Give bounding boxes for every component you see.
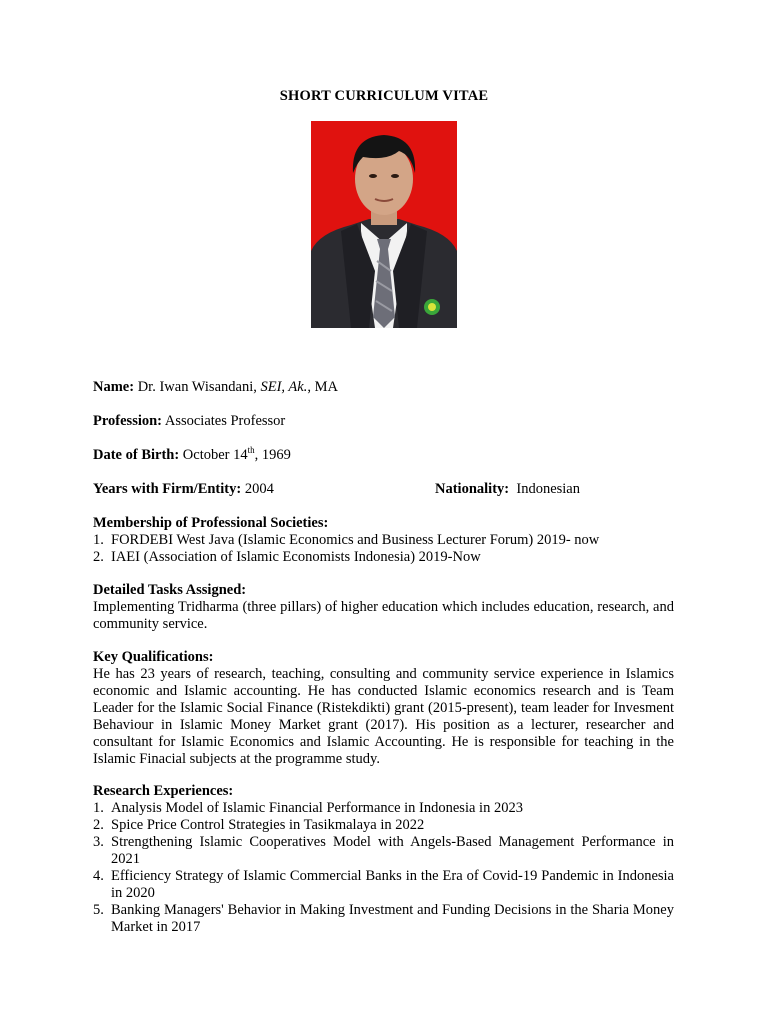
profession-value: Associates Professor: [164, 413, 286, 429]
nationality-label: Nationality:: [435, 481, 510, 497]
list-number: 5.: [93, 902, 104, 918]
list-number: 4.: [93, 868, 104, 884]
list-number: 2.: [93, 549, 104, 565]
list-item: [93, 868, 674, 902]
tasks-text: Implementing Tridharma (three pillars) of higher education which includes education, research, and community service.: [93, 599, 674, 632]
research-list: [93, 800, 674, 936]
membership-list: [93, 532, 674, 566]
list-item-text: FORDEBI West Java (Islamic Economics and Business Lecturer Forum) 2019- now: [111, 532, 600, 548]
nationality-value: Indonesian: [516, 481, 580, 497]
research-heading: Research Experiences:: [93, 783, 234, 799]
name-label: Name:: [93, 379, 135, 395]
list-number: 2.: [93, 817, 104, 833]
list-number: 1.: [93, 800, 104, 816]
list-item-text: Banking Managers' Behavior in Making Investment and Funding Decisions in the Sharia Money Market in 2017: [111, 902, 674, 935]
dob-line: [93, 447, 291, 464]
page-title: SHORT CURRICULUM VITAE: [279, 88, 489, 104]
list-item: [93, 549, 674, 566]
dob-year: , 1969: [254, 447, 291, 463]
list-number: 1.: [93, 532, 104, 548]
qualifications-section: [93, 649, 674, 768]
list-item-text: Analysis Model of Islamic Financial Performance in Indonesia in 2023: [111, 800, 523, 816]
dob-label: Date of Birth:: [93, 447, 180, 463]
qualifications-heading: Key Qualifications:: [93, 649, 214, 665]
tasks-heading: Detailed Tasks Assigned:: [93, 582, 247, 598]
nationality-line: [435, 481, 580, 498]
list-number: 3.: [93, 834, 104, 850]
name-suffix: , MA: [307, 379, 338, 395]
research-section: [93, 783, 674, 936]
years-value: 2004: [244, 481, 274, 497]
years-label: Years with Firm/Entity:: [93, 481, 242, 497]
portrait-photo: [311, 121, 457, 328]
list-item: [93, 532, 674, 549]
list-item: [93, 834, 674, 868]
profession-line: [93, 413, 285, 430]
membership-heading: Membership of Professional Societies:: [93, 515, 329, 531]
tasks-section: [93, 582, 674, 633]
membership-section: [93, 515, 674, 566]
list-item-text: Efficiency Strategy of Islamic Commercial Banks in the Era of Covid-19 Pandemic in Indonesia in 2020: [111, 868, 674, 901]
list-item: [93, 800, 674, 817]
name-prefix: Dr. Iwan Wisandani,: [137, 379, 257, 395]
name-line: [93, 379, 338, 396]
list-item-text: Strengthening Islamic Cooperatives Model with Angels-Based Management Performance in 2021: [111, 834, 674, 867]
portrait-illustration: [311, 121, 457, 328]
list-item-text: IAEI (Association of Islamic Economists Indonesia) 2019-Now: [111, 549, 481, 565]
qualifications-text: He has 23 years of research, teaching, consulting and community service experience in Islamics economic and Islamic accounting. He has conducted Islamic economics research and is Team Leader for the Islamic Social Finance (Ristekdikti) grant (2015-present), team leader for Invesment Behaviour in Islamic Money Market grant (2017). His position as a lecturer, researcher and consultant for Islamic Economics and Islamic Accounting. He is responsible for teaching in the Islamic Finacial subjects at the programme study.: [93, 666, 674, 767]
dob-day: October 14: [182, 447, 248, 463]
name-degree-italic: SEI, Ak.: [260, 379, 308, 395]
list-item: [93, 817, 674, 834]
years-line: [93, 481, 274, 498]
dob-ordinal: th: [247, 445, 255, 455]
profession-label: Profession:: [93, 413, 163, 429]
list-item-text: Spice Price Control Strategies in Tasikmalaya in 2022: [111, 817, 425, 833]
list-item: [93, 902, 674, 936]
